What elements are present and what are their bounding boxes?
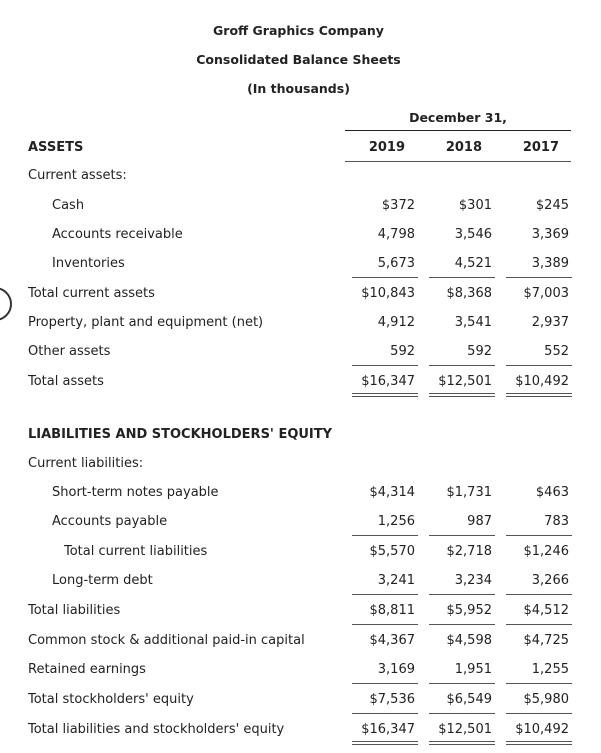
value-cell: $4,598: [446, 633, 492, 648]
subtotal-rule: [352, 624, 418, 625]
value-cell: $16,347: [361, 722, 415, 737]
subtotal-rule: [506, 535, 572, 536]
total-rule: [352, 744, 418, 745]
total-rule: [352, 393, 418, 394]
subtotal-rule: [352, 713, 418, 714]
period-label: December 31,: [409, 110, 507, 125]
total-rule: [506, 393, 572, 394]
total-rule: [429, 393, 495, 394]
value-cell: $12,501: [438, 722, 492, 737]
value-cell: 1,256: [377, 514, 415, 529]
subtotal-rule: [352, 535, 418, 536]
subtotal-rule: [506, 713, 572, 714]
value-cell: $5,570: [369, 544, 415, 559]
value-cell: $8,811: [369, 603, 415, 618]
value-cell: $4,367: [369, 633, 415, 648]
value-cell: $1,246: [523, 544, 569, 559]
row-label-ppe: Property, plant and equipment (net): [28, 315, 264, 330]
year-2017: 2017: [522, 140, 559, 155]
subtotal-rule: [429, 365, 495, 366]
value-cell: 3,241: [377, 573, 415, 588]
value-cell: 552: [544, 344, 569, 359]
value-cell: $2,718: [446, 544, 492, 559]
row-label-accounts-receivable: Accounts receivable: [52, 227, 183, 242]
value-cell: $10,843: [361, 286, 415, 301]
assets-heading: ASSETS: [28, 140, 84, 155]
value-cell: 4,798: [377, 227, 415, 242]
row-label-total-stockholders-equity: Total stockholders' equity: [28, 692, 194, 707]
row-label-cash: Cash: [52, 198, 85, 213]
subtotal-rule: [352, 683, 418, 684]
units-note: (In thousands): [247, 81, 350, 96]
value-cell: $4,314: [369, 485, 415, 500]
row-label-total-liabilities: Total liabilities: [28, 603, 121, 618]
value-cell: 592: [467, 344, 492, 359]
value-cell: $5,980: [523, 692, 569, 707]
value-cell: $301: [458, 198, 492, 213]
value-cell: $245: [535, 198, 569, 213]
value-cell: 4,521: [454, 256, 492, 271]
value-cell: 2,937: [531, 315, 569, 330]
subtotal-rule: [506, 594, 572, 595]
value-cell: 3,266: [531, 573, 569, 588]
value-cell: $463: [535, 485, 569, 500]
value-cell: $1,731: [446, 485, 492, 500]
total-rule: [352, 396, 418, 397]
total-rule: [429, 396, 495, 397]
row-label-other-assets: Other assets: [28, 344, 111, 359]
header-rule: [345, 130, 571, 131]
value-cell: 3,546: [454, 227, 492, 242]
company-name: Groff Graphics Company: [213, 23, 384, 38]
row-label-total-assets: Total assets: [28, 374, 104, 389]
row-label-accounts-payable: Accounts payable: [52, 514, 168, 529]
year-2018: 2018: [445, 140, 482, 155]
value-cell: 3,541: [454, 315, 492, 330]
row-label-long-term-debt: Long-term debt: [52, 573, 153, 588]
row-label-total-current-liabilities: Total current liabilities: [64, 544, 208, 559]
value-cell: 3,169: [377, 662, 415, 677]
total-rule: [352, 741, 418, 742]
value-cell: 5,673: [377, 256, 415, 271]
subtotal-rule: [352, 277, 418, 278]
circle-marker: [0, 287, 12, 321]
subtotal-rule: [506, 365, 572, 366]
value-cell: 592: [390, 344, 415, 359]
value-cell: $4,725: [523, 633, 569, 648]
subtotal-rule: [429, 683, 495, 684]
total-rule: [506, 396, 572, 397]
total-rule: [429, 741, 495, 742]
subtotal-rule: [352, 594, 418, 595]
current-liabilities-label: Current liabilities:: [28, 456, 144, 471]
value-cell: 3,234: [454, 573, 492, 588]
row-label-total-current-assets: Total current assets: [28, 286, 155, 301]
subtotal-rule: [506, 624, 572, 625]
value-cell: $10,492: [515, 722, 569, 737]
subtotal-rule: [506, 277, 572, 278]
value-cell: 3,369: [531, 227, 569, 242]
value-cell: $7,003: [523, 286, 569, 301]
value-cell: 783: [544, 514, 569, 529]
current-assets-label: Current assets:: [28, 168, 127, 183]
subtotal-rule: [429, 594, 495, 595]
total-rule: [506, 744, 572, 745]
row-label-short-term-notes: Short-term notes payable: [52, 485, 219, 500]
row-label-inventories: Inventories: [52, 256, 125, 271]
value-cell: 1,951: [454, 662, 492, 677]
subtotal-rule: [506, 683, 572, 684]
subtotal-rule: [429, 713, 495, 714]
row-label-total-liabilities-and-equity: Total liabilities and stockholders' equity: [28, 722, 285, 737]
value-cell: $6,549: [446, 692, 492, 707]
row-label-retained-earnings: Retained earnings: [28, 662, 146, 677]
value-cell: $4,512: [523, 603, 569, 618]
statement-title: Consolidated Balance Sheets: [196, 52, 401, 67]
total-rule: [429, 744, 495, 745]
subtotal-rule: [429, 535, 495, 536]
value-cell: $10,492: [515, 374, 569, 389]
row-label-common-stock: Common stock & additional paid-in capital: [28, 633, 305, 648]
value-cell: 987: [467, 514, 492, 529]
value-cell: $8,368: [446, 286, 492, 301]
year-rule: [345, 161, 571, 162]
subtotal-rule: [429, 277, 495, 278]
subtotal-rule: [429, 624, 495, 625]
liabilities-heading: LIABILITIES AND STOCKHOLDERS' EQUITY: [28, 427, 333, 442]
year-2019: 2019: [368, 140, 405, 155]
value-cell: $372: [381, 198, 415, 213]
value-cell: $5,952: [446, 603, 492, 618]
value-cell: 1,255: [531, 662, 569, 677]
value-cell: $7,536: [369, 692, 415, 707]
value-cell: $12,501: [438, 374, 492, 389]
value-cell: $16,347: [361, 374, 415, 389]
value-cell: 3,389: [531, 256, 569, 271]
subtotal-rule: [352, 365, 418, 366]
total-rule: [506, 741, 572, 742]
value-cell: 4,912: [377, 315, 415, 330]
